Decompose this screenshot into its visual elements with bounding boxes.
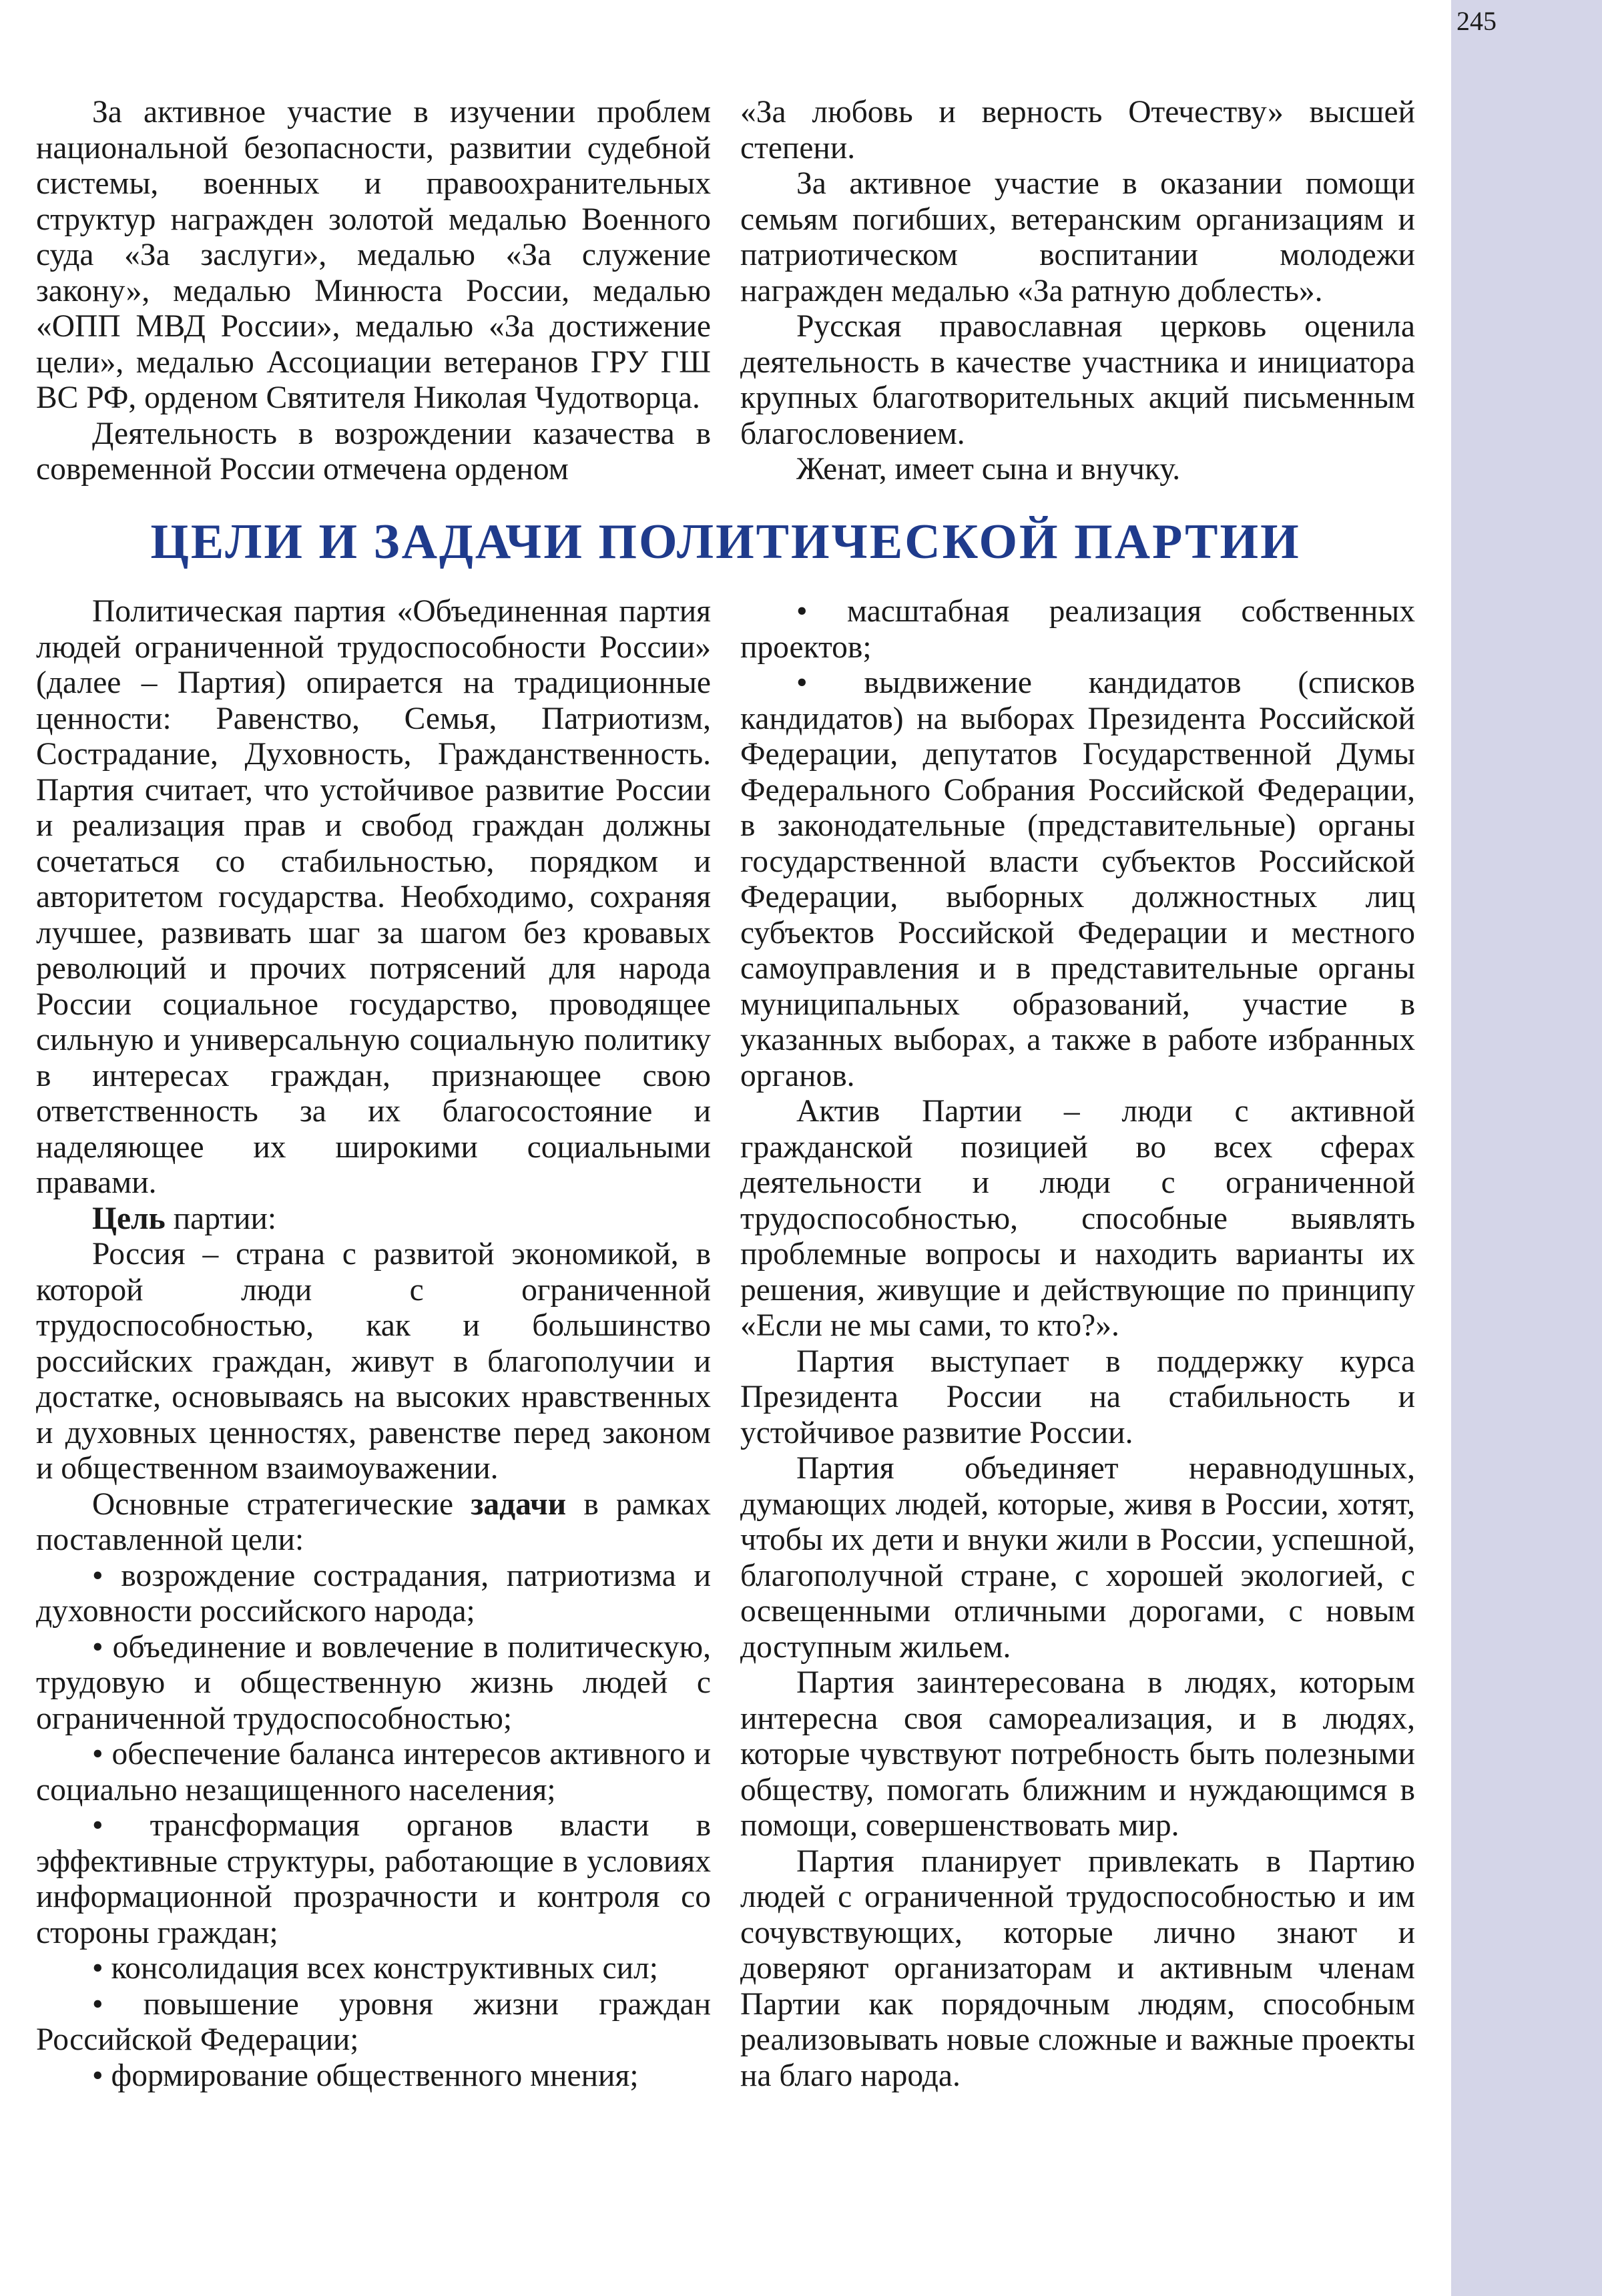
side-bar <box>1451 0 1602 2296</box>
tasks-intro <box>36 1487 711 1558</box>
paragraph: Партия объединяет неравнодушных, думающих людей, которые, живя в России, хотят, чтобы их дети и внуки жили в России, успешной, благополучной стране, с хорошей экологией, с освещенными отличными дорогами, с новым доступным жильем. <box>740 1451 1415 1665</box>
paragraph: Русская православная церковь оценила деятельность в качестве участника и инициатора крупных благотворительных акций письменным благословением. <box>740 309 1415 451</box>
task-item: • трансформация органов власти в эффективные структуры, работающие в условиях информационной прозрачности и контроля со стороны граждан; <box>36 1808 711 1950</box>
paragraph: Деятельность в возрождении казачества в современной России отмечена орденом <box>36 416 711 487</box>
task-item: • объединение и вовлечение в политическую, трудовую и общественную жизнь людей с ограниченной трудоспособностью; <box>36 1629 711 1736</box>
paragraph: Партия заинтересована в людях, которым интересна своя самореализация, и в людях, которые чувствуют потребность быть полезными обществу, помогать ближним и нуждающимся в помощи, совершенствовать мир. <box>740 1665 1415 1843</box>
paragraph: Партия выступает в поддержку курса Президента России на стабильность и устойчивое развитие России. <box>740 1344 1415 1450</box>
intro-paragraph: Политическая партия «Объединенная партия людей ограниченной трудоспособности России» (далее – Партия) опирается на традиционные ценности: Равенство, Семья, Патриотизм, Сострадание, Духовность, Гражданственность. Партия считает, что устойчивое развитие России и реализация прав и свобод граждан должны сочетаться со стабильностью, порядком и авторитетом государства. Необходимо, сохраняя лучшее, развивать шаг за шагом без кровавых революций и прочих потрясений для народа России социальное государство, проводящее сильную и универсальную социальную политику в интересах граждан, признающее свою ответственность за их благосостояние и наделяющее их широкими социальными правами. <box>36 594 711 1200</box>
top-right-column <box>740 95 1415 488</box>
task-item: • консолидация всех конструктивных сил; <box>92 1951 658 1986</box>
task-item: • масштабная реализация собственных проектов; <box>740 594 1415 665</box>
section-heading: ЦЕЛИ И ЗАДАЧИ ПОЛИТИЧЕСКОЙ ПАРТИИ <box>150 515 1301 569</box>
tasks-intro-post: в рамках поставленной цели: <box>36 1486 711 1557</box>
task-item: • формирование общественного мнения; <box>92 2058 639 2093</box>
paragraph: Актив Партии – люди с активной гражданской позицией во всех сферах деятельности и люди с ограниченной трудоспособностью, способные выявлять проблемные вопросы и находить варианты их решения, живущие и действующие по принципу «Если не мы сами, то кто?». <box>740 1094 1415 1343</box>
paragraph: За активное участие в оказании помощи семьям погибших, ветеранским организациям и патриотическом воспитании молодежи награжден медалью «За ратную доблесть». <box>740 166 1415 308</box>
tasks-label: задачи <box>471 1486 567 1522</box>
left-column <box>36 594 711 2094</box>
paragraph: «За любовь и верность Отечеству» высшей степени. <box>740 95 1415 166</box>
task-item: • повышение уровня жизни граждан Российской Федерации; <box>36 1986 711 2057</box>
top-left-column <box>36 95 711 488</box>
page-number: 245 <box>1456 6 1497 36</box>
paragraph: Женат, имеет сына и внучку. <box>796 452 1181 487</box>
goal-label-rest: партии: <box>165 1201 277 1236</box>
task-item: • выдвижение кандидатов (списков кандидатов) на выборах Президента Российской Федерации, депутатов Государственной Думы Федерального Собрания Российской Федерации, в законодательные (представительные) органы государственной власти субъектов Российской Федерации, выборных должностных лиц субъектов Российской Федерации и местного самоуправления и в представительные органы муниципальных образований, участие в указанных выборах, а также в работе избранных органов. <box>740 665 1415 1093</box>
right-column <box>740 594 1415 2094</box>
goal-paragraph: Россия – страна с развитой экономикой, в которой люди с ограниченной трудоспособностью, как и большинство российских граждан, живут в благополучии и достатке, основываясь на высоких нравственных и духовных ценностях, равенстве перед законом и общественном взаимоуважении. <box>36 1237 711 1486</box>
paragraph: Партия планирует привлекать в Партию людей с ограниченной трудоспособностью и им сочувствующих, которые лично знают и доверяют организаторам и активным членам Партии как порядочным людям, способным реализовывать новые сложные и важные проекты на благо народа. <box>740 1843 1415 2093</box>
tasks-intro-pre: Основные стратегические <box>92 1486 471 1522</box>
goal-heading <box>36 1201 711 1237</box>
task-item: • возрождение сострадания, патриотизма и духовности российского народа; <box>36 1558 711 1629</box>
task-item: • обеспечение баланса интересов активного и социально незащищенного населения; <box>36 1737 711 1807</box>
paragraph: За активное участие в изучении проблем национальной безопасности, развитии судебной системы, военных и правоохранительных структур награжден золотой медалью Военного суда «За заслуги», медалью «За служение закону», медалью Минюста России, медалью «ОПП МВД России», медалью «За достижение цели», медалью Ассоциации ветеранов ГРУ ГШ ВС РФ, орденом Святителя Николая Чудотворца. <box>36 95 711 415</box>
goal-label: Цель <box>92 1201 166 1236</box>
